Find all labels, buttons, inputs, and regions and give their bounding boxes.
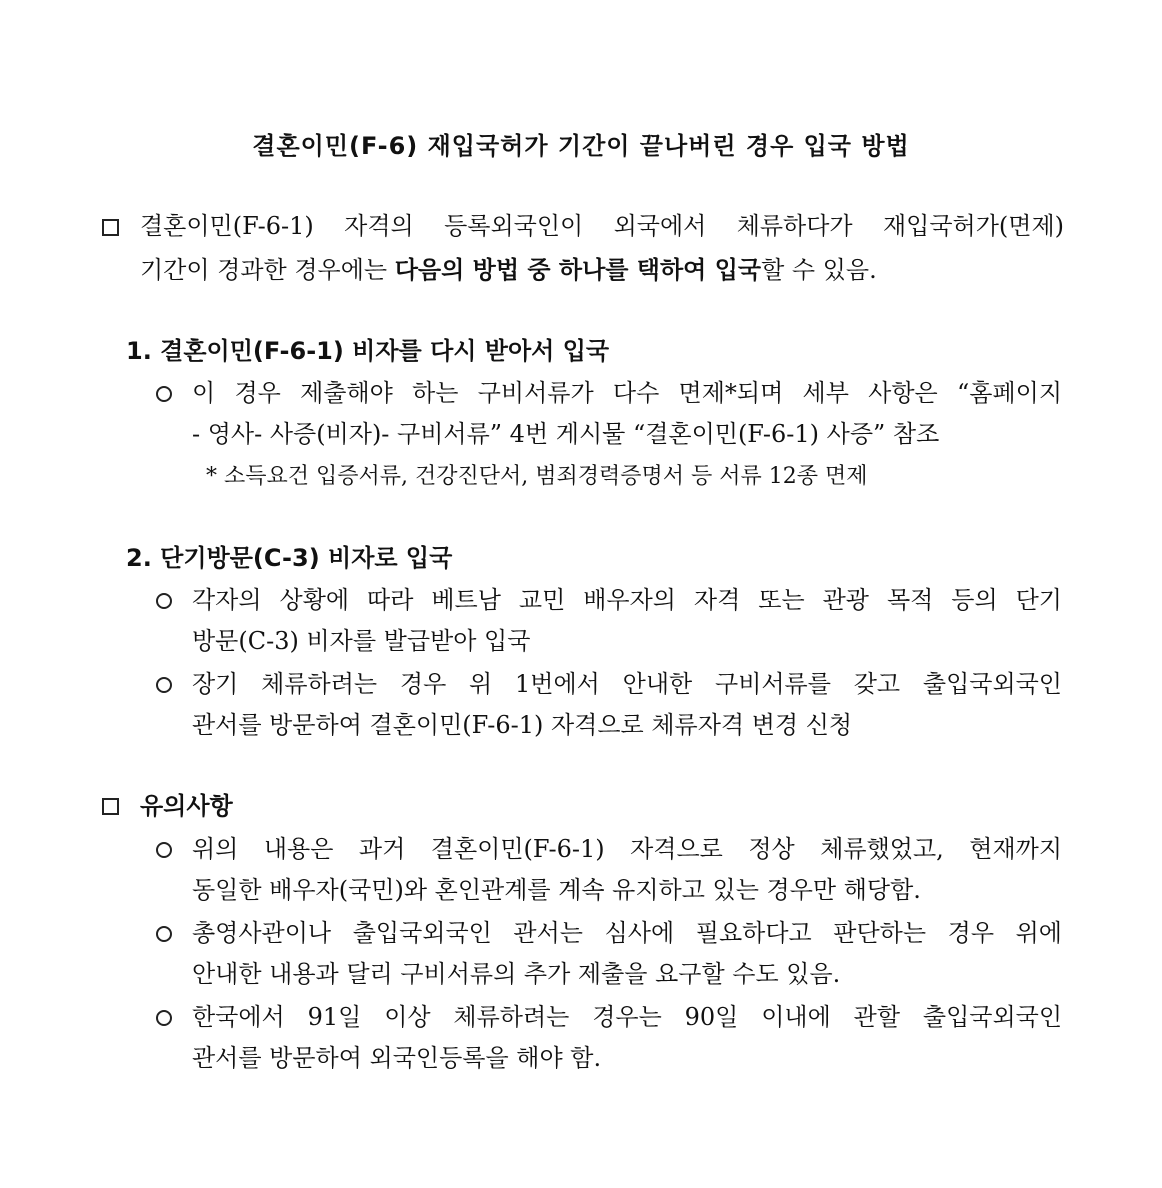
section-2-bullet-2-line-1: 장기 체류하려는 경우 위 1번에서 안내한 구비서류를 갖고 출입국외국인 <box>192 670 1062 698</box>
section-2-bullet-1-line-2: 방문(C-3) 비자를 발급받아 입국 <box>192 627 531 655</box>
bullet-circle-icon <box>156 926 172 942</box>
section-1-heading: 1. 결혼이민(F-6-1) 비자를 다시 받아서 입국 <box>126 337 610 365</box>
section-1-bullet-1-line-2: - 영사- 사증(비자)- 구비서류” 4번 게시물 “결혼이민(F-6-1) 사증” 참조 <box>192 420 940 448</box>
notes-bullet-3-line-1: 한국에서 91일 이상 체류하려는 경우는 90일 이내에 관할 출입국외국인 <box>192 1003 1062 1031</box>
notes-bullet-2-line-1: 총영사관이나 출입국외국인 관서는 심사에 필요하다고 판단하는 경우 위에 <box>192 919 1062 947</box>
bullet-circle-icon <box>156 677 172 693</box>
section-2-bullet-2-line-2: 관서를 방문하여 결혼이민(F-6-1) 자격으로 체류자격 변경 신청 <box>192 711 853 739</box>
section-2-bullet-1-line-1: 각자의 상황에 따라 베트남 교민 배우자의 자격 또는 관광 목적 등의 단기 <box>192 586 1062 614</box>
notes-bullet-1-line-2: 동일한 배우자(국민)와 혼인관계를 계속 유지하고 있는 경우만 해당함. <box>192 876 921 904</box>
bullet-circle-icon <box>156 1010 172 1026</box>
intro-line-1: 결혼이민(F-6-1) 자격의 등록외국인이 외국에서 체류하다가 재입국허가(면제) <box>140 212 1064 240</box>
notes-bullet-1-line-1: 위의 내용은 과거 결혼이민(F-6-1) 자격으로 정상 체류했었고, 현재까지 <box>192 835 1062 863</box>
bullet-circle-icon <box>156 386 172 402</box>
notes-heading: 유의사항 <box>140 792 233 820</box>
bullet-circle-icon <box>156 593 172 609</box>
checkbox-square-icon <box>102 798 119 815</box>
section-2-heading: 2. 단기방문(C-3) 비자로 입국 <box>126 544 453 572</box>
intro-emphasis: 다음의 방법 중 하나를 택하여 입국 <box>394 256 762 284</box>
document-title: 결혼이민(F-6) 재입국허가 기간이 끝나버린 경우 입국 방법 <box>252 132 910 160</box>
intro-line-2 <box>140 254 877 286</box>
section-1-footnote: * 소득요건 입증서류, 건강진단서, 범죄경력증명서 등 서류 12종 면제 <box>206 464 868 489</box>
section-1-bullet-1-line-1: 이 경우 제출해야 하는 구비서류가 다수 면제*되며 세부 사항은 “홈페이지 <box>192 379 1062 407</box>
bullet-circle-icon <box>156 842 172 858</box>
intro-text-end: 할 수 있음. <box>761 256 877 284</box>
notes-bullet-2-line-2: 안내한 내용과 달리 구비서류의 추가 제출을 요구할 수도 있음. <box>192 960 841 988</box>
intro-text: 기간이 경과한 경우에는 <box>140 256 395 284</box>
notes-bullet-3-line-2: 관서를 방문하여 외국인등록을 해야 함. <box>192 1044 602 1072</box>
checkbox-square-icon <box>102 219 119 236</box>
